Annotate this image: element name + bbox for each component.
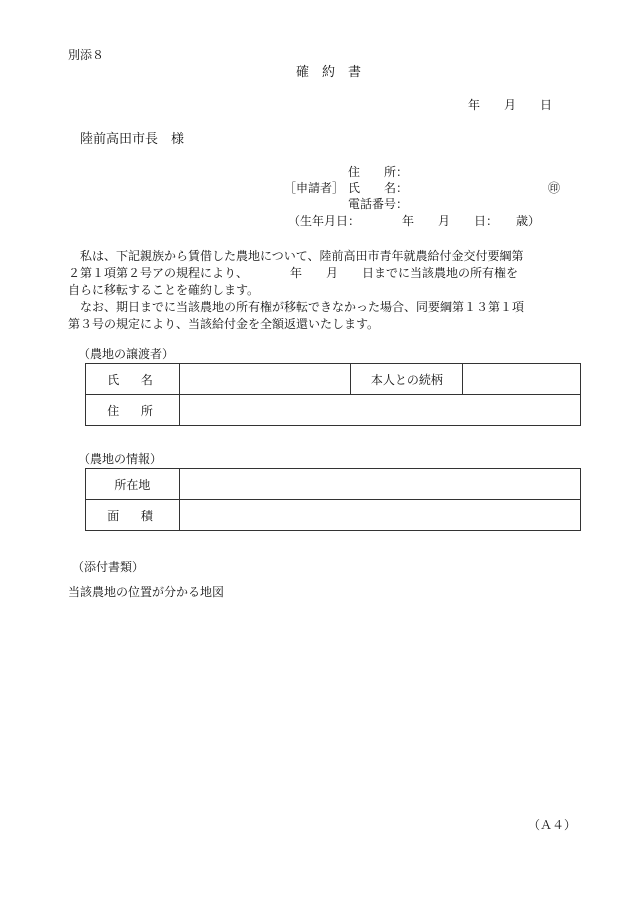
- body-line: ２第１項第２号アの規程により、 年 月 日までに当該農地の所有権を: [68, 266, 519, 280]
- table-row: [86, 500, 581, 531]
- pledge-body: [68, 248, 588, 333]
- relation-label: 本人との続柄: [351, 364, 463, 395]
- transferor-address-field[interactable]: [179, 395, 580, 426]
- table-row: [86, 469, 581, 500]
- relation-field[interactable]: [463, 364, 581, 395]
- annex-label: 別添８: [68, 48, 105, 62]
- table-row: [86, 395, 581, 426]
- transferor-name-field[interactable]: [179, 364, 351, 395]
- attachments-heading: （添付書類）: [72, 560, 145, 574]
- location-field[interactable]: [179, 469, 580, 500]
- date-line: 年 月 日: [468, 98, 553, 112]
- applicant-birth-line: （生年月日： 年 月 日： 歳）: [288, 214, 541, 228]
- location-label: 所在地: [86, 469, 180, 500]
- area-label: 面 積: [86, 500, 180, 531]
- addressee: 陸前高田市長 様: [80, 132, 185, 147]
- document-title: 確 約 書: [296, 65, 362, 80]
- paper-size-label: （Ａ４）: [528, 818, 577, 832]
- land-heading: （農地の情報）: [78, 452, 163, 466]
- body-line: 第３号の規定により、当該給付金を全額返還いたします。: [68, 317, 380, 331]
- transferor-table: [85, 363, 581, 426]
- transferor-heading: （農地の譲渡者）: [78, 347, 175, 361]
- area-field[interactable]: [179, 500, 580, 531]
- applicant-group-label: ［申請者］: [284, 181, 345, 195]
- table-row: [86, 364, 581, 395]
- body-line: 私は、下記親族から賃借した農地について、陸前高田市青年就農給付金交付要綱第: [80, 249, 524, 263]
- applicant-address-label: 住 所：: [348, 165, 409, 179]
- land-table: [85, 468, 581, 531]
- transferor-address-label: 住 所: [86, 395, 180, 426]
- transferor-name-label: 氏 名: [86, 364, 180, 395]
- seal-mark: ㊞: [548, 181, 561, 195]
- applicant-phone-label: 電話番号：: [348, 197, 409, 211]
- body-line: なお、期日までに当該農地の所有権が移転できなかった場合、同要綱第１３第１項: [80, 300, 525, 314]
- body-line: 自らに移転することを確約します。: [68, 283, 260, 297]
- attachment-item: 当該農地の位置が分かる地図: [68, 585, 225, 599]
- applicant-name-label: 氏 名：: [348, 181, 409, 195]
